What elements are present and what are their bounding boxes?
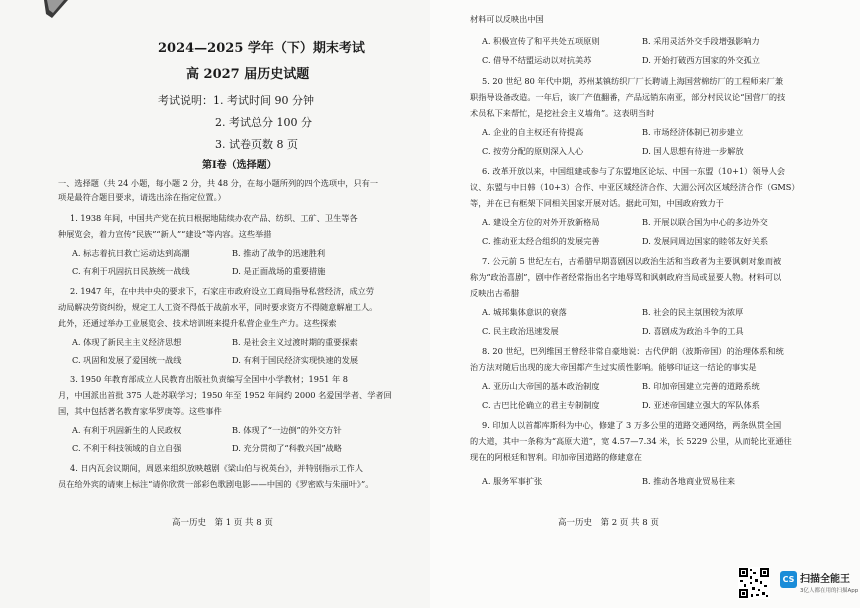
question-stem: 现在的阿根廷和智利。印加帝国道路的修建意在 [470, 452, 642, 462]
answer-option: B. 印加帝国建立完善的道路系统 [642, 381, 760, 391]
answer-option: D. 充分贯彻了“科教兴国”战略 [232, 443, 342, 453]
question-stem: 的大道，其中一条称为“高原大道”，宽 4.57—7.34 米，长 5229 公里，从而轮比亚通往 [470, 436, 792, 446]
question-stem: 月，中国派出首批 375 人赴苏联学习；1950 年至 1952 年间约 2000 名爱国学者、学者回 [58, 390, 392, 400]
question-stem: 2. 1947 年，在中共中央的要求下，石家庄市政府设立工商局指导私营经济，成立劳 [70, 286, 375, 296]
answer-option: B. 体现了“一边倒”的外交方针 [232, 425, 342, 435]
answer-option: C. 古巴比伦确立的君主专制制度 [482, 400, 600, 410]
answer-option: B. 推动各地商业贸易往来 [642, 476, 736, 486]
question-stem: 3. 1950 年教育部成立人民教育出版社负责编写全国中小学教材；1951 年 8 [70, 374, 348, 384]
question-stem: 4. 日内瓦会议期间，周恩来组织放映越剧《梁山伯与祝英台》，并特别指示工作人 [70, 463, 363, 473]
answer-option: B. 市场经济体制已初步建立 [642, 127, 744, 137]
answer-option: B. 开展以联合国为中心的多边外交 [642, 217, 768, 227]
answer-option: D. 开始打破西方国家的外交孤立 [642, 55, 760, 65]
answer-option: A. 建设全方位的对外开放新格局 [482, 217, 600, 227]
question-stem: 等，并在已有框架下同相关国家开展对话。据此可知，中国政府致力于 [470, 198, 724, 208]
question-stem: 5. 20 世纪 80 年代中期，苏州某镇纺织厂厂长聘请上海国营棉纺厂的工程师来厂兼 [482, 76, 784, 86]
answer-option: A. 积极宣传了和平共处五项原则 [482, 36, 600, 46]
answer-option: D. 国人思想有待进一步解放 [642, 146, 744, 156]
answer-option: C. 不利于科技领域的自立自强 [72, 443, 182, 453]
answer-option: B. 社会的民主氛围较为浓厚 [642, 307, 744, 317]
section-intro: 一、选择题（共 24 小题，每小题 2 分，共 48 分，在每小题所列的四个选项中，只有一 [58, 178, 379, 188]
section-intro: 项是最符合题目要求，请选出涂在指定位置。） [58, 192, 226, 202]
scanner-app-name: 扫描全能王 [800, 574, 850, 585]
exam-page-right [430, 0, 860, 608]
answer-option: D. 亚述帝国建立强大的军队体系 [642, 400, 760, 410]
question-stem: 议、东盟与中日韩（10+3）合作、中亚区域经济合作、大湄公河次区域经济合作（GMS） [470, 182, 800, 192]
qr-code-icon [738, 567, 770, 599]
question-stem: 7. 公元前 5 世纪左右，古希腊早期喜剧因以政治生活和当政者为主要讽刺对象而被 [482, 256, 782, 266]
answer-option: A. 亚历山大帝国的基本政治制度 [482, 381, 600, 391]
scanner-app-tagline: 3亿人都在用的扫描App [800, 588, 859, 594]
exam-subtitle: 高 2027 届历史试题 [186, 67, 310, 82]
question-stem: 国，其中包括著名教育家华罗庚等。这些事件 [58, 406, 222, 416]
page-footer: 高一历史 第 1 页 共 8 页 [172, 518, 273, 528]
answer-option: C. 巩固和发展了爱国统一战线 [72, 355, 182, 365]
section-title: 第Ⅰ卷（选择题） [202, 160, 277, 171]
continued-text: 材料可以反映出中国 [470, 14, 544, 24]
exam-note: 3. 试卷页数 8 页 [215, 138, 298, 151]
exam-title: 2024—2025 学年（下）期末考试 [158, 41, 365, 56]
page-footer: 高一历史 第 2 页 共 8 页 [558, 518, 659, 528]
answer-option: B. 采用灵活外交手段增强影响力 [642, 36, 760, 46]
question-stem: 称为“政治喜剧”，剧中作者经常指出名字地辱骂和讽刺政府当局或显要人物。材料可以 [470, 272, 782, 282]
question-stem: 术员私下来帮忙，是挖社会主义墙角”。这表明当时 [470, 108, 655, 118]
question-stem: 动局解决劳资纠纷，规定工人工资不得低于战前水平，同时要求资方不得随意解雇工人。 [58, 302, 378, 312]
exam-note: 2. 考试总分 100 分 [215, 116, 312, 129]
question-stem: 9. 印加人以首都库斯科为中心，修建了 3 万多公里的道路交通网络，两条纵贯全国 [482, 420, 782, 430]
answer-option: D. 喜剧成为政治斗争的工具 [642, 326, 744, 336]
answer-option: C. 推动亚太经合组织的发展完善 [482, 236, 600, 246]
question-stem: 8. 20 世纪，巴列维国王曾经非常自豪地说：古代伊朗（波斯帝国）的治理体系和统 [482, 346, 784, 356]
scanner-app-logo: CS [780, 571, 797, 588]
question-stem: 职指导设备改造。一年后，该厂产值翻番，产品远销东南亚，部分村民议论“国营厂的技 [470, 92, 786, 102]
answer-option: A. 有利于巩固新生的人民政权 [72, 425, 182, 435]
answer-option: A. 服务军事扩张 [482, 476, 543, 486]
page-corner-mark [44, 0, 68, 18]
answer-option: B. 推动了战争的迅速胜利 [232, 248, 326, 258]
question-stem: 种展览会，着力宣传“民族”“新人”“建设”等内容。这些举措 [58, 229, 272, 239]
answer-option: C. 有利于巩固抗日民族统一战线 [72, 266, 190, 276]
question-stem: 6. 改革开放以来，中国组建或参与了东盟地区论坛、中国一东盟（10+1）领导人会 [482, 166, 786, 176]
answer-option: B. 是社会主义过渡时期的重要探索 [232, 337, 358, 347]
question-stem: 治方法对随后出现的庞大帝国都产生过实质性影响。能够印证这一结论的事实是 [470, 362, 757, 372]
question-stem: 1. 1938 年间，中国共产党在抗日根据地陆续办农产品、纺织、工矿、卫生等各 [70, 213, 358, 223]
answer-option: D. 发展同周边国家的睦邻友好关系 [642, 236, 769, 246]
question-stem: 此外，还通过举办工业展览会、技术培训班来提升私营企业生产力。这些探索 [58, 318, 337, 328]
question-stem: 反映出古希腊 [470, 288, 520, 298]
answer-option: A. 企业的自主权还有待提高 [482, 127, 584, 137]
answer-option: C. 按劳分配的原则深入人心 [482, 146, 584, 156]
question-stem: 员在给外宾的请柬上标注“请你欣赏一部彩色歌剧电影——中国的《罗密欧与朱丽叶》”。 [58, 479, 374, 489]
answer-option: C. 借导不结盟运动以对抗美苏 [482, 55, 592, 65]
answer-option: C. 民主政治迅速发展 [482, 326, 559, 336]
exam-note: 考试说明：1. 考试时间 90 分钟 [158, 94, 314, 107]
answer-option: A. 标志着抗日救亡运动达到高潮 [72, 248, 190, 258]
answer-option: A. 城邦集体意识的衰落 [482, 307, 567, 317]
answer-option: D. 是正面战场的重要措施 [232, 266, 326, 276]
answer-option: D. 有利于国民经济实现快速的发展 [232, 355, 359, 365]
answer-option: A. 体现了新民主主义经济思想 [72, 337, 182, 347]
